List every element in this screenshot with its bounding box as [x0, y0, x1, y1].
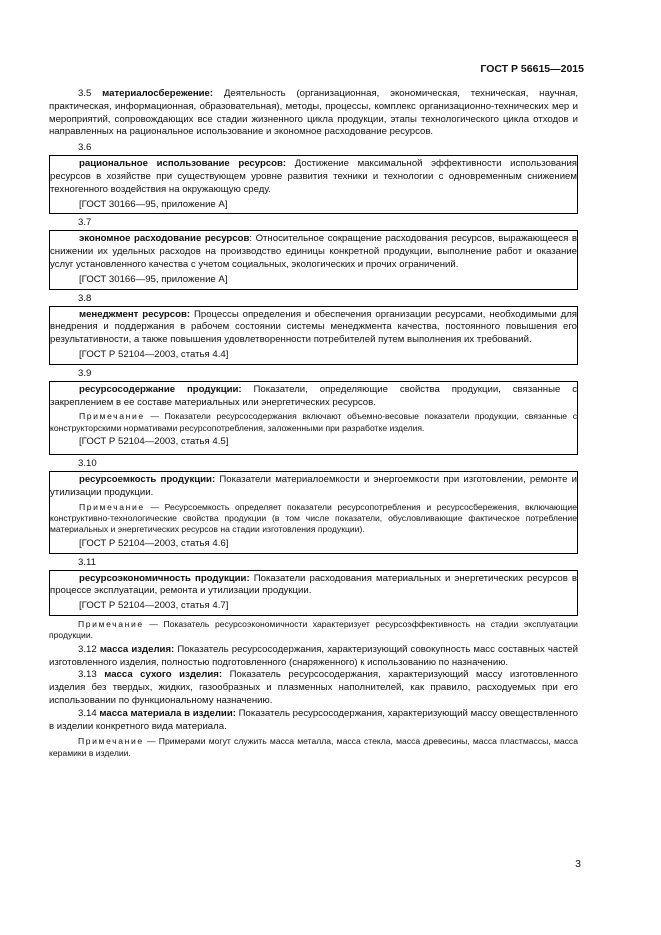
term: материалосбережение:	[102, 88, 214, 99]
note-label: Примечание	[79, 411, 145, 422]
term: масса сухого изделия:	[104, 669, 223, 681]
clause-3-12	[49, 644, 578, 670]
term: ресурсоэкономичность продукции:	[79, 572, 250, 584]
term-definition	[50, 474, 577, 500]
definition: Показатель ресурсосодержания, характеризующий совокупность масс составных частей изготовленного изделия, полностью подготовленного (снаряженного) к использованию по назначению.	[49, 643, 578, 668]
note	[50, 502, 577, 536]
definition: Процессы определения и обеспечения организации ресурсами, необходимыми для внедрения и поддержания в рабочем состоянии системы менеджмента качества, постоянного повышения его результативности, а также повышения удовлетворенности потребителей путем выполнения их требований.	[50, 308, 577, 346]
term: масса материала в изделии:	[99, 707, 236, 719]
term: ресурсоемкость продукции:	[79, 473, 216, 485]
term: менеджмент ресурсов:	[79, 308, 191, 320]
clause-3-13	[49, 669, 578, 707]
term-box-3-9	[49, 381, 578, 455]
note-text: — Показатели ресурсосодержания включают объемно-весовые показатели продукции, связанные с конструкторскими нормативами ресурсопотребления, заложенными при разработке изделия.	[50, 411, 577, 433]
document-content	[49, 88, 578, 759]
note-label: Примечание	[79, 501, 145, 512]
definition: Достижение максимальной эффективности использования ресурсов в хозяйстве при существующем уровне развития техники и технологии с одновременным снижением техногенного воздействия на окружающую среду.	[50, 158, 577, 195]
term-box-3-6	[49, 155, 578, 214]
note	[50, 411, 577, 434]
term-definition	[50, 573, 577, 599]
source-reference: [ГОСТ 30166—95, приложение А]	[79, 273, 228, 285]
term-box-3-11	[49, 570, 578, 616]
term-box-3-7	[49, 230, 578, 289]
clause-number: 3.13	[78, 669, 97, 681]
clause-number: 3.6	[78, 142, 92, 154]
clause-3-14	[49, 708, 578, 734]
definition: Показатели расходования материальных и энергетических ресурсов в процессе эксплуатации, ремонта и утилизации продукции.	[50, 572, 578, 597]
term-definition	[50, 158, 577, 196]
note-text: — Примерами могут служить масса металла, масса стекла, масса древесины, масса пластмассы, масса керамики в изделии.	[49, 736, 578, 758]
definition: Показатели материалоемкости и энергоемкости при изготовлении, ремонте и утилизации продукции.	[50, 473, 577, 498]
clause-number: 3.8	[78, 292, 92, 304]
clause-number: 3.11	[78, 556, 96, 568]
note-text: — Ресурсоемкость определяет показатели ресурсопотребления и ресурсосбережения, включающие конструктивно-технологические свойства продукции (в том числе показатели, обусловливающие фактическое потребление материальных и энергетических ресурсов на стадии изготовления продукции).	[50, 501, 577, 535]
clause-number: 3.9	[78, 367, 92, 379]
source-reference: [ГОСТ Р 52104—2003, статья 4.6]	[79, 537, 229, 549]
note	[49, 619, 578, 642]
note-text: — Показатель ресурсоэкономичности характеризует ресурсоэффективность на стадии эксплуатации продукции.	[49, 618, 578, 641]
term-definition	[50, 233, 577, 271]
term: рациональное использование ресурсов:	[79, 158, 287, 170]
term-box-3-8	[49, 306, 578, 365]
clause-number: 3.14	[78, 707, 97, 719]
clause-number: 3.10	[78, 457, 97, 469]
note-label: Примечание	[78, 618, 144, 629]
clause-number: 3.5	[78, 88, 92, 99]
term: экономное расходование ресурсов	[79, 233, 250, 245]
definition: Показатель ресурсосодержания, характеризующий массу овеществленного в изделии конкретного вида материала.	[49, 707, 578, 732]
term-definition	[50, 309, 577, 347]
source-reference: [ГОСТ Р 52104—2003, статья 4.5]	[79, 436, 229, 448]
source-reference: [ГОСТ Р 52104—2003, статья 4.4]	[79, 348, 229, 360]
source-reference: [ГОСТ 30166—95, приложение А]	[79, 198, 228, 210]
note-label: Примечание	[78, 736, 144, 747]
definition: Показатель ресурсосодержания, характеризующий массу изготовленного изделия без твердых, жидких, газообразных и плазменных наполнителей, как правило, расходуемых при его использовании по функциональному назначению.	[49, 669, 578, 706]
standard-code: ГОСТ Р 56615—2015	[480, 63, 584, 75]
definition: : Относительное сокращение расходования ресурсов, выражающееся в снижении их удельных расходов на производство единицы конкретной продукции, выполнение работ и оказание услуг установленного качества с учетом социальных, экологических и прочих ограничений.	[50, 233, 577, 270]
term-definition	[50, 384, 577, 410]
note	[49, 736, 578, 759]
page-number: 3	[575, 858, 581, 870]
term-box-3-10	[49, 471, 578, 554]
clause-number: 3.7	[78, 217, 92, 229]
clause-number: 3.12	[78, 643, 97, 655]
source-reference: [ГОСТ Р 52104—2003, статья 4.7]	[79, 600, 229, 612]
clause-3-5	[49, 88, 578, 139]
term: ресурсосодержание продукции:	[79, 383, 242, 395]
definition: Деятельность (организационная, экономическая, техническая, научная, практическая, информационная, образовательная), методы, процессы, комплекс организационно-технических мер и мероприятий, сопровождающих все стадии жизненного цикла продукции, этапы технологического цикла отходов и направленных на рациональное использование и экономное расходование ресурсов.	[49, 88, 578, 138]
term: масса изделия:	[99, 643, 175, 655]
definition: Показатели, определяющие свойства продукции, связанные с закреплением в ее составе материальных или энергетических ресурсов.	[50, 383, 578, 408]
